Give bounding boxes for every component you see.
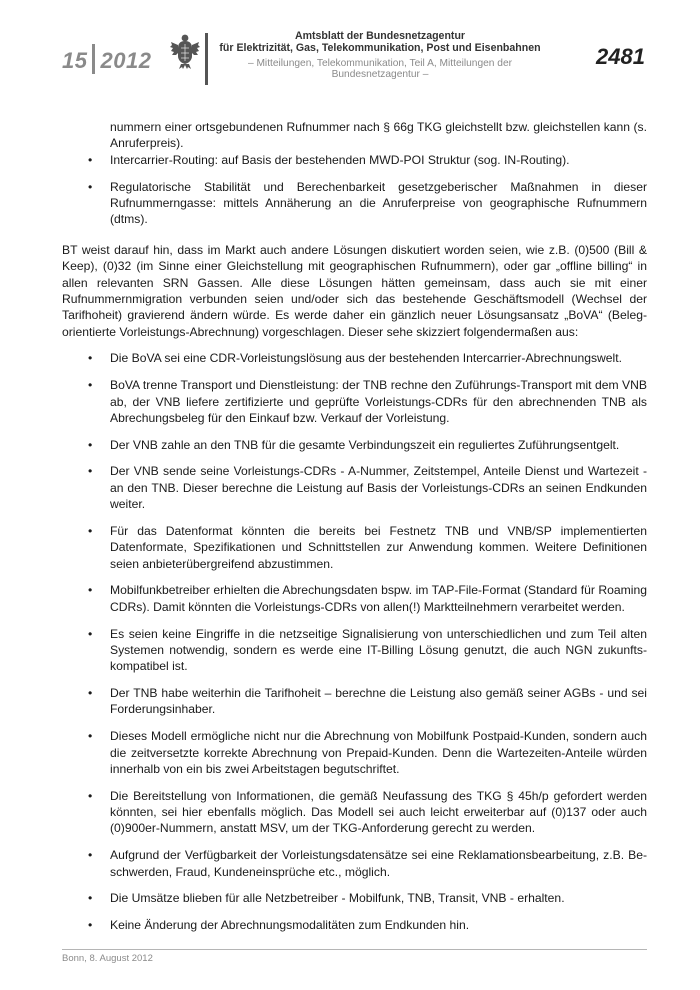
footer-place-date: Bonn, 8. August 2012 <box>62 953 153 964</box>
bullet: • <box>88 583 93 598</box>
list-item <box>62 890 647 906</box>
bullet: • <box>88 729 93 744</box>
bullet: • <box>88 179 93 194</box>
publisher-title: Amtsblatt der Bundesnetzagentur <box>294 30 466 42</box>
bullet: • <box>88 351 93 366</box>
list-item <box>62 626 647 675</box>
bullet: • <box>88 686 93 701</box>
list-item-text: Keine Änderung der Abrechnungsmodalitäten zum Endkunden hin. <box>110 918 470 932</box>
list-item <box>62 788 647 837</box>
header-divider <box>205 33 208 85</box>
bullet: • <box>88 848 93 863</box>
page-number: 2481 <box>596 44 645 69</box>
bullet: • <box>88 437 93 452</box>
list-item-text: Dieses Modell ermögliche nicht nur die Abrechnung von Mobilfunk Postpaid-Kunden, sondern auch die zeitversetzte korrekte Abrechnung von Prepaid-Kunden. Denn die Wartezeiten-Anteile würden innerhalb von ein bis zwei Arbeitstagen begutschriftet. <box>110 729 647 776</box>
publisher-subtitle: für Elektrizität, Gas, Telekommunikation, Post und Eisenbahnen <box>219 42 541 54</box>
list-item-text: Die BoVA sei eine CDR-Vorleistungslösung aus der bestehenden Intercarrier-Abrechnungswelt. <box>110 351 622 366</box>
bullet: • <box>88 378 93 393</box>
bullet: • <box>88 464 93 479</box>
list-item <box>62 179 647 228</box>
list-item-text: Die Umsätze blieben für alle Netzbetreiber - Mobilfunk, TNB, Transit, VNB - erhalten. <box>110 891 565 906</box>
bullet: • <box>88 918 93 932</box>
list-item <box>62 582 647 615</box>
list-item <box>62 350 647 366</box>
issue-year: 2012 <box>100 48 152 73</box>
list-item-text: Intercarrier-Routing: auf Basis der bestehenden MWD-POI Struktur (sog. IN-Routing). <box>110 152 570 167</box>
list-item-text: Regulatorische Stabilität und Berechenbarkeit gesetzgeberischer Maßnahmen in dieser Rufnummerngasse: mittels Annäherung an die Anruferpreise von geographische Rufnummern (dtms). <box>110 179 647 227</box>
list-item-text: Der VNB zahle an den TNB für die gesamte Verbindungszeit ein reguliertes Zuführungsentgelt. <box>110 437 620 452</box>
bullet: • <box>88 152 93 167</box>
list-item-text: Mobilfunkbetreiber erhielten die Abrechungsdaten bspw. im TAP-File-Format (Standard für Roaming CDRs). Damit könnten die Vorleistungs-CDRs von allen(!) Marktteilnehmern verarbeitet werden. <box>110 583 647 614</box>
list-item-text: Aufgrund der Verfügbarkeit der Vorleistungsdatensätze sei eine Reklamationsbearbeitung, z.B. Beschwerden, Fraud, Kundeneinsprüche etc., möglich. <box>110 848 647 879</box>
list-item <box>62 463 647 512</box>
issue-label: 15 <box>62 48 88 73</box>
bullet: • <box>88 626 93 641</box>
list-item <box>62 685 647 718</box>
list-item <box>62 847 647 880</box>
list-item-text: BoVA trenne Transport und Dienstleistung: der TNB rechne den Zuführungs-Transport mit dem VNB ab, der VNB liefere zertifizierte und geprüfte Vorleistungs-CDRs für den abrechnenden TNB als Abrechungsbeleg für den Einkauf bzw. Verkauf der Vorleistung. <box>110 378 647 425</box>
section-title: – Mitteilungen, Telekommunikation, Teil A, Mitteilungen der Bundesnetzagentur – <box>247 58 513 80</box>
list-item-text: Es seien keine Eingriffe in die netzseitige Signalisierung von unterschiedlichen und zum Teil alten Systemen notwendig, sondern es werde eine IT-Billing Lösung genutzt, die auch NGN zukunfts-kompatibel ist. <box>110 626 647 674</box>
body-paragraph: BT weist darauf hin, dass im Markt auch andere Lösungen diskutiert worden seien, wie z.B. (0)500 (Bill & Keep), (0)32 (im Sinne einer Gleichstellung mit geographischen Rufnummern), oder gar „offline billing“ in allen relevanten SRN Gassen. Alle diese Lösungen hätten gemeinsam, dass auch sie mit einer Rufnummernmigration verbunden seien und/oder sich das bestehende Geschäftsmodell (Wechsel der Tarifhoheit) gravierend ändern würde. Es werde daher ein gänzlich neuer Lösungsansatz „BoVA“ (Beleg-orientierte Vorleistungs-Abrechnung) vorgeschlagen. Dieser sehe skizziert folgendermaßen aus: <box>62 242 647 339</box>
list-item <box>62 523 647 572</box>
list-item-text: Die Bereitstellung von Informationen, die gemäß Neufassung des TKG § 45h/p gefordert werden könnten, sei hier ebenfalls möglich. Das Modell sei auch leicht erweiterbar auf (0)137 oder auch (0)900er-Nummern, anstatt MSV, um der TKG-Anforderung gerecht zu werden. <box>110 788 647 836</box>
federal-eagle-icon <box>170 32 200 70</box>
bullet: • <box>88 788 93 803</box>
continued-text: nummern einer ortsgebundenen Rufnummer nach § 66g TKG gleichstellt bzw. gleichstellen kann (s. Anruferpreis). <box>110 120 647 151</box>
issue-number <box>62 44 151 74</box>
list-item <box>62 917 647 933</box>
bullet: • <box>88 891 93 906</box>
list-item <box>62 437 647 453</box>
issue-separator <box>92 44 95 74</box>
list-item <box>62 728 647 777</box>
bullet: • <box>88 523 93 538</box>
list-item-text: Für das Datenformat könnten die bereits bei Festnetz TNB und VNB/SP implementierten Datenformate, Spezifikationen und Schnittstellen zur Anwendung kommen. Weitere Definitionen seien anbieterübergreifend abzustimmen. <box>110 523 647 571</box>
list-item-text: Der TNB habe weiterhin die Tarifhoheit – berechne die Leistung also gemäß seiner AGBs - und sei Forderungsinhaber. <box>110 686 647 717</box>
list-item-text: Der VNB sende seine Vorleistungs-CDRs - A-Nummer, Zeitstempel, Anteile Dienst und Wartezeit - an den TNB. Dieser berechne die Leistung auf Basis der Vorleistungs-CDRs an seinen Endkunden weiter. <box>110 464 647 512</box>
list-item <box>62 377 647 426</box>
document-body <box>62 119 647 944</box>
footer-divider <box>62 949 647 950</box>
list-item <box>62 152 647 168</box>
